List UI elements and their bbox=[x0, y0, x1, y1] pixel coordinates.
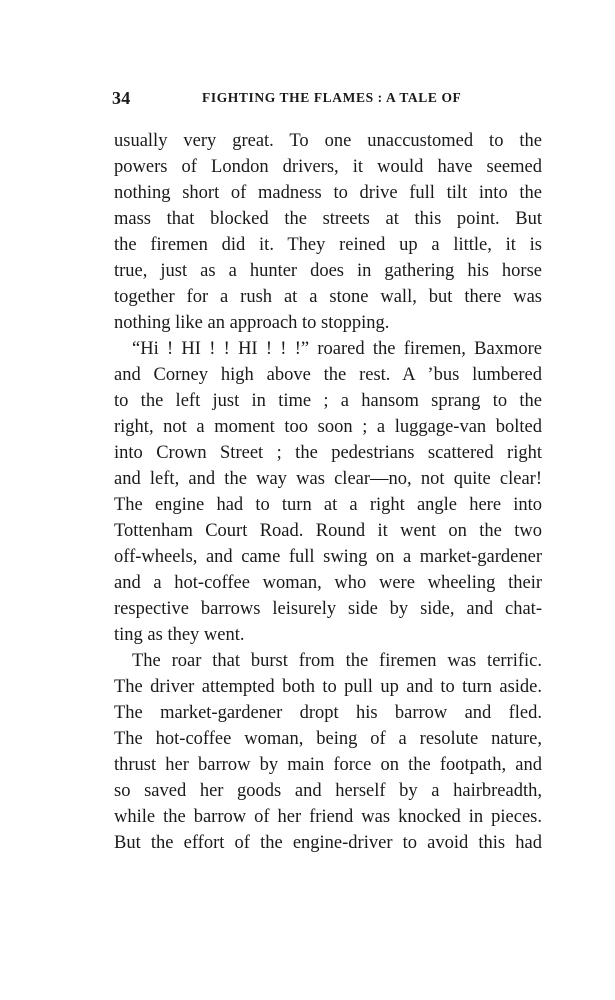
text-line: The driver attempted both to pull up and to turn aside. bbox=[114, 677, 542, 697]
text-line: usually very great. To one unaccustomed to the bbox=[114, 131, 542, 151]
text-line: off-wheels, and came full swing on a market-gardener bbox=[114, 547, 542, 567]
text-line: the firemen did it. They reined up a little, it is bbox=[114, 235, 542, 255]
text-line: But the effort of the engine-driver to avoid this had bbox=[114, 833, 542, 853]
text-line: true, just as a hunter does in gathering his horse bbox=[114, 261, 542, 281]
text-line: ting as they went. bbox=[114, 625, 245, 645]
text-line: into Crown Street ; the pedestrians scattered right bbox=[114, 443, 542, 463]
text-line: “Hi ! HI ! ! HI ! ! !” roared the firemen, Baxmore bbox=[132, 339, 542, 359]
text-line: nothing like an approach to stopping. bbox=[114, 313, 390, 333]
text-line: thrust her barrow by main force on the footpath, and bbox=[114, 755, 542, 775]
text-line: respective barrows leisurely side by side, and chat- bbox=[114, 599, 542, 619]
text-line: powers of London drivers, it would have seemed bbox=[114, 157, 542, 177]
text-line: together for a rush at a stone wall, but there was bbox=[114, 287, 542, 307]
running-head bbox=[112, 88, 484, 112]
text-line: Tottenham Court Road. Round it went on the two bbox=[114, 521, 542, 541]
text-line: and Corney high above the rest. A ’bus lumbered bbox=[114, 365, 542, 385]
text-line: while the barrow of her friend was knocked in pieces. bbox=[114, 807, 542, 827]
text-line: to the left just in time ; a hansom sprang to the bbox=[114, 391, 542, 411]
text-line: and a hot-coffee woman, who were wheeling their bbox=[114, 573, 542, 593]
text-line: mass that blocked the streets at this point. But bbox=[114, 209, 542, 229]
text-line: The market-gardener dropt his barrow and fled. bbox=[114, 703, 542, 723]
text-line: right, not a moment too soon ; a luggage-van bolted bbox=[114, 417, 542, 437]
page-number: 34 bbox=[112, 88, 131, 108]
text-line: The roar that burst from the firemen was terrific. bbox=[132, 651, 542, 671]
running-title: FIGHTING THE FLAMES : A TALE OF bbox=[202, 90, 462, 105]
text-line: nothing short of madness to drive full tilt into the bbox=[114, 183, 542, 203]
text-line: The hot-coffee woman, being of a resolute nature, bbox=[114, 729, 542, 749]
text-line: and left, and the way was clear—no, not quite clear! bbox=[114, 469, 542, 489]
text-line: so saved her goods and herself by a hairbreadth, bbox=[114, 781, 542, 801]
body-text bbox=[114, 128, 542, 856]
text-line: The engine had to turn at a right angle here into bbox=[114, 495, 542, 515]
